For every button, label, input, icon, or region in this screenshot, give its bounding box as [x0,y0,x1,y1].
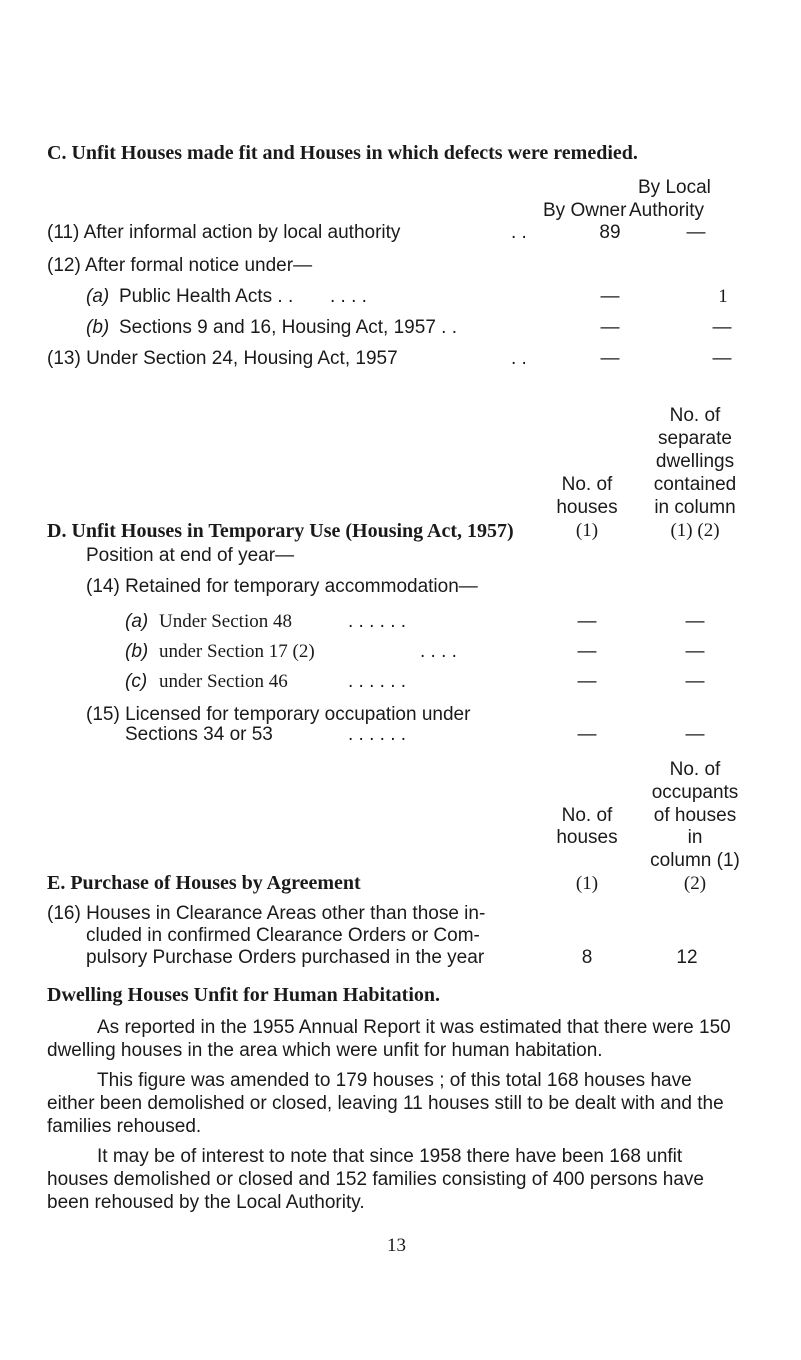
page-number: 13 [387,1235,406,1256]
leader-dots: . . . . [420,641,457,662]
row-label: Public Health Acts . . [119,286,294,307]
value-local: — [712,317,732,338]
paragraph-1: As reported in the 1955 Annual Report it was estimated that there were 150 dwelling houses in the area which were unfit for human habitation. [47,1017,731,1061]
leader-dots: . . [511,222,527,243]
e-col2-line4: in [687,827,703,848]
row-label: Under Section 48 [159,611,292,632]
value-houses: 8 [581,947,593,968]
d-col2-line4: contained [653,474,737,495]
value-owner: — [600,286,620,307]
section-d-heading: D. Unfit Houses in Temporary Use (Housing Act, 1957) [47,520,514,542]
dwelling-heading: Dwelling Houses Unfit for Human Habitation. [47,984,440,1006]
e-col1-line3: (1) [575,873,599,894]
leader-dots: . . . . . . [348,611,407,632]
col-by-local-line2: Authority [629,200,704,221]
paragraph-3: It may be of interest to note that since 1958 there have been 168 unfit houses demolished or closed and 152 families consisting of 400 persons have been rehoused by the Local Authority. [47,1146,704,1213]
d-col1-line1: No. of [561,474,613,495]
leader-dots: . . [511,348,527,369]
row-letter: (a) [125,611,149,632]
row-label: under Section 17 (2) [159,641,315,662]
col-by-owner: By Owner [543,200,627,221]
row-label: (13) Under Section 24, Housing Act, 1957 [47,348,398,369]
value-owner: 89 [599,222,621,243]
leader-dots: . . . . [330,286,367,307]
value-houses: — [577,724,597,745]
section-d-row-14: (14) Retained for temporary accommodation— [86,576,478,597]
d-col2-line5: in column [654,497,736,518]
row-label-line2: Sections 34 or 53 [125,724,273,745]
d-col2-line3: dwellings [655,451,735,472]
row-label-line1: (15) Licensed for temporary occupation under [86,704,471,725]
section-d-position: Position at end of year— [86,545,295,566]
value-owner: — [600,348,620,369]
e-col2-line3: of houses [653,805,737,826]
row-letter: (a) [86,286,110,307]
e-col2-line2: occupants [651,782,739,803]
section-e-heading: E. Purchase of Houses by Agreement [47,872,361,894]
e-col2-line1: No. of [669,759,721,780]
value-occupants: 12 [676,947,698,968]
value-houses: — [577,671,597,692]
d-col1-line3: (1) [575,520,599,541]
row-label-line3: pulsory Purchase Orders purchased in the year [86,947,485,968]
e-col2-line5: column (1) [650,850,740,871]
row-label: under Section 46 [159,671,288,692]
section-c-heading: C. Unfit Houses made fit and Houses in which defects were remedied. [47,142,638,164]
value-dwellings: — [685,724,705,745]
row-letter: (b) [125,641,149,662]
value-owner: — [600,317,620,338]
row-label-line2: cluded in confirmed Clearance Orders or Com- [86,925,480,946]
value-houses: — [577,641,597,662]
e-col2-line6: (2) [683,873,707,894]
row-label: Sections 9 and 16, Housing Act, 1957 . . [119,317,458,338]
value-local: 1 [718,286,728,307]
e-col1-line2: houses [556,827,618,848]
row-label-line1: (16) Houses in Clearance Areas other than those in- [47,903,486,924]
row-letter: (b) [86,317,110,338]
value-houses: — [577,611,597,632]
value-dwellings: — [685,671,705,692]
d-col2-line6: (1) (2) [670,520,720,541]
row-label: (11) After informal action by local authority [47,222,401,243]
leader-dots: . . . . . . [348,671,407,692]
d-col2-line2: separate [658,428,732,449]
dwelling-paragraphs [47,1016,737,1214]
row-letter: (c) [125,671,148,692]
col-by-local-line1: By Local [638,177,711,198]
leader-dots: . . . . . . [348,724,407,745]
e-col1-line1: No. of [561,805,613,826]
paragraph-2: This figure was amended to 179 houses ; of this total 168 houses have either been demolished or closed, leaving 11 houses still to be dealt with and the families rehoused. [47,1070,724,1137]
d-col2-line1: No. of [669,405,721,426]
value-local: — [712,348,732,369]
d-col1-line2: houses [556,497,618,518]
value-dwellings: — [685,611,705,632]
value-local: — [686,222,706,243]
section-c-row-12: (12) After formal notice under— [47,255,313,276]
value-dwellings: — [685,641,705,662]
